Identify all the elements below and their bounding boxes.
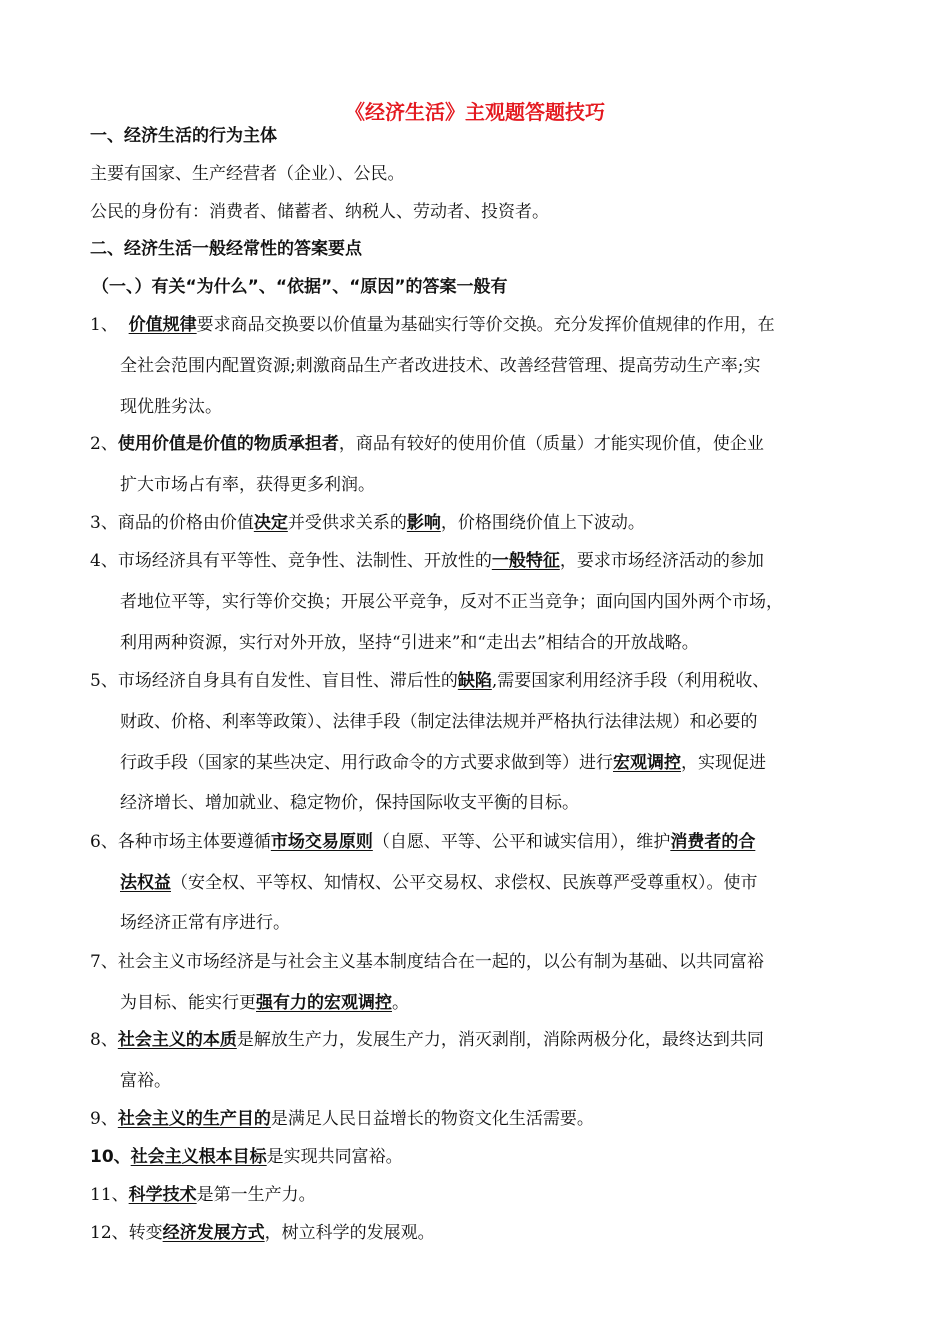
item-4	[90, 549, 764, 573]
item-9-text: 是满足人民日益增长的物资文化生活需要。	[270, 1109, 594, 1129]
section-1-line-1: 主要有国家、生产经营者（企业）、公民。	[90, 164, 405, 184]
item-11-keyword: 科学技术	[128, 1185, 197, 1205]
item-8-cont-1: 富裕。	[120, 1071, 171, 1091]
item-6-cont-1-keyword: 法权益	[120, 873, 171, 893]
item-12	[90, 1221, 435, 1245]
item-11	[90, 1183, 316, 1207]
item-7-number: 7、	[90, 952, 118, 972]
item-3	[90, 511, 645, 535]
item-1-keyword: 价值规律	[128, 315, 197, 335]
item-11-text: 是第一生产力。	[196, 1185, 316, 1205]
item-9-number: 9、	[90, 1109, 118, 1129]
item-5-cont-1: 财政、价格、利率等政策）、法律手段（制定法律法规并严格执行法律法规）和必要的	[120, 712, 758, 732]
item-3-keyword-1: 决定	[253, 513, 288, 533]
item-4-cont-2: 利用两种资源，实行对外开放，坚持“引进来”和“走出去”相结合的开放战略。	[120, 633, 699, 653]
item-7-text: 社会主义市场经济是与社会主义基本制度结合在一起的，以公有制为基础、以共同富裕	[117, 952, 764, 972]
item-6	[90, 830, 755, 854]
item-5-number: 5、	[90, 671, 118, 691]
item-5-cont-2-keyword: 宏观调控	[613, 753, 681, 773]
item-8-number: 8、	[90, 1030, 118, 1050]
item-2-cont-1: 扩大市场占有率，获得更多利润。	[120, 475, 375, 495]
item-2-bold: 使用价值是价值的物质承担者	[117, 434, 339, 454]
item-12-text-1: 转变	[128, 1223, 163, 1243]
item-2-text: ，商品有较好的使用价值（质量）才能实现价值，使企业	[338, 434, 764, 454]
item-6-keyword-2: 消费者的合	[670, 832, 756, 852]
item-6-keyword-1: 市场交易原则	[270, 832, 373, 852]
item-1-cont-1: 全社会范围内配置资源;刺激商品生产者改进技术、改善经营管理、提高劳动生产率;实	[120, 356, 761, 376]
item-12-keyword: 经济发展方式	[162, 1223, 265, 1243]
item-3-text-1: 商品的价格由价值	[117, 513, 254, 533]
item-3-text-2: 并受供求关系的	[287, 513, 407, 533]
section-1-heading: 一、经济生活的行为主体	[90, 126, 277, 146]
item-12-text-2: ，树立科学的发展观。	[264, 1223, 435, 1243]
item-6-number: 6、	[90, 832, 118, 852]
item-5-keyword: 缺陷	[457, 671, 492, 691]
item-3-keyword-2: 影响	[406, 513, 441, 533]
item-1-number: 1、	[90, 315, 118, 335]
item-1-cont-2: 现优胜劣汰。	[120, 397, 222, 417]
item-2-number: 2、	[90, 434, 118, 454]
item-7-cont-1	[120, 991, 409, 1015]
item-5-cont-2-text-a: 行政手段（国家的某些决定、用行政命令的方式要求做到等）进行	[120, 753, 613, 773]
item-7-cont-1-text-a: 为目标、能实行更	[120, 993, 256, 1013]
item-4-number: 4、	[90, 551, 118, 571]
item-4-text-1: 市场经济具有平等性、竞争性、法制性、开放性的	[117, 551, 492, 571]
item-6-text-1: 各种市场主体要遵循	[117, 832, 271, 852]
item-5-cont-2-text-b: ，实现促进	[681, 753, 766, 773]
item-4-keyword: 一般特征	[491, 551, 560, 571]
item-9-keyword: 社会主义的生产目的	[117, 1109, 271, 1129]
page-title: 《经济生活》主观题答题技巧	[345, 100, 605, 124]
item-10	[90, 1145, 403, 1169]
item-12-number: 12、	[90, 1223, 129, 1243]
section-2-heading: 二、经济生活一般经常性的答案要点	[90, 239, 362, 259]
item-1	[90, 313, 775, 337]
item-10-text: 是实现共同富裕。	[266, 1147, 403, 1167]
item-5	[90, 669, 769, 693]
item-7-cont-1-text-b: 。	[392, 993, 409, 1013]
item-8-keyword: 社会主义的本质	[117, 1030, 237, 1050]
item-4-cont-1: 者地位平等，实行等价交换；开展公平竞争，反对不正当竞争；面向国内国外两个市场，	[120, 592, 783, 612]
item-5-cont-3: 经济增长、增加就业、稳定物价，保持国际收支平衡的目标。	[120, 793, 579, 813]
item-6-cont-1	[120, 871, 758, 895]
item-10-number: 10、	[90, 1147, 131, 1167]
item-3-text-3: ，价格围绕价值上下波动。	[440, 513, 645, 533]
item-6-cont-1-text: （安全权、平等权、知情权、公平交易权、求偿权、民族尊严受尊重权）。使市	[171, 873, 758, 893]
item-6-text-2: （自愿、平等、公平和诚实信用），维护	[372, 832, 671, 852]
item-1-text: 要求商品交换要以价值量为基础实行等价交换。充分发挥价值规律的作用，在	[196, 315, 775, 335]
item-11-number: 11、	[90, 1185, 129, 1205]
item-8	[90, 1028, 764, 1052]
item-6-cont-2: 场经济正常有序进行。	[120, 913, 290, 933]
item-7	[90, 950, 764, 974]
item-5-cont-2	[120, 751, 766, 775]
section-2-subheading: （一、）有关“为什么”、“依据”、“原因”的答案一般有	[92, 277, 508, 297]
item-4-text-2: ，要求市场经济活动的参加	[559, 551, 764, 571]
item-3-number: 3、	[90, 513, 118, 533]
section-1-line-2: 公民的身份有：消费者、储蓄者、纳税人、劳动者、投资者。	[90, 202, 549, 222]
item-10-keyword: 社会主义根本目标	[130, 1147, 267, 1167]
item-2	[90, 432, 764, 456]
item-5-text-1: 市场经济自身具有自发性、盲目性、滞后性的	[117, 671, 458, 691]
item-5-text-2: ,需要国家利用经济手段（利用税收、	[491, 671, 770, 691]
item-9	[90, 1107, 594, 1131]
item-8-text: 是解放生产力，发展生产力，消灭剥削，消除两极分化，最终达到共同	[236, 1030, 764, 1050]
item-7-cont-1-keyword: 强有力的宏观调控	[256, 993, 392, 1013]
